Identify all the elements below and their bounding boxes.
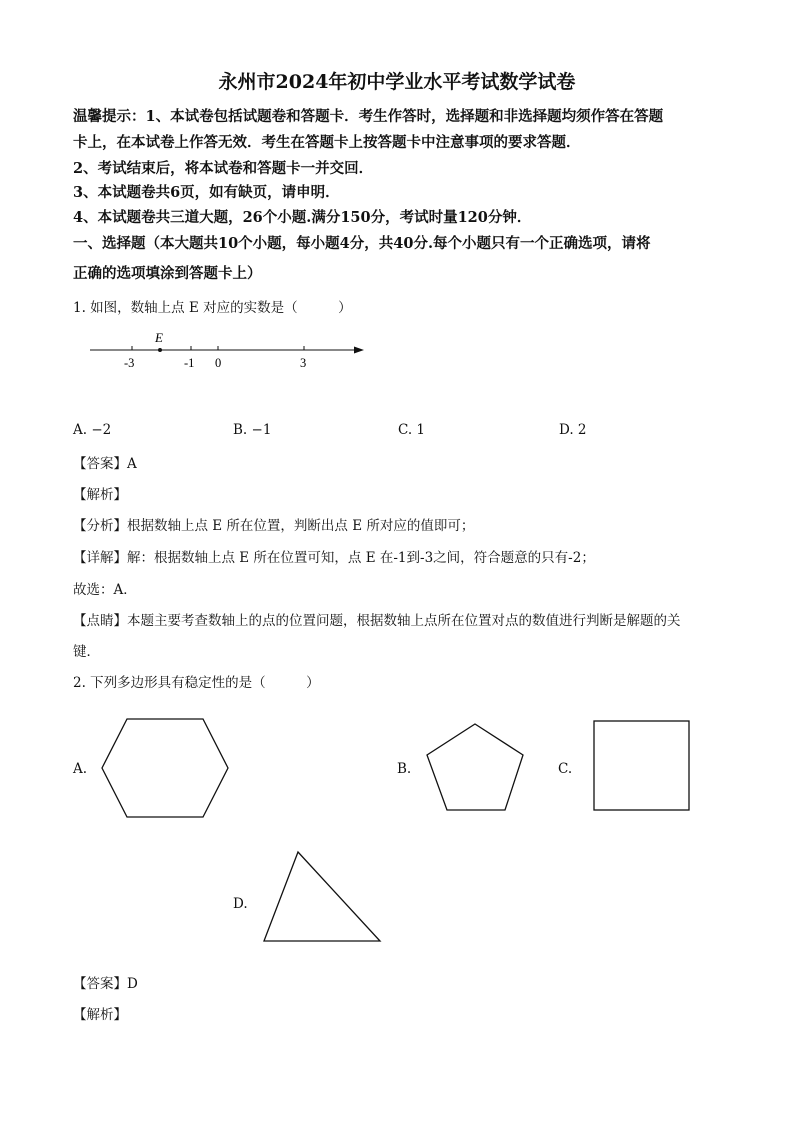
section-heading-line-2: 正确的选项填涂到答题卡上） [73, 265, 262, 282]
q1-option-d: D. 2 [559, 422, 587, 438]
tick-label: 3 [300, 356, 307, 370]
q2-jiexi-heading: 【解析】 [73, 1007, 127, 1023]
q1-option-c: C. 1 [398, 422, 426, 438]
exam-title: 永州市2024年初中学业水平考试数学试卷 [218, 71, 576, 93]
point-e-marker [158, 348, 162, 352]
square-icon [593, 720, 691, 812]
number-line-figure [88, 328, 368, 378]
q1-detail: 【详解】解：根据数轴上点 E 所在位置可知，点 E 在-1到-3之间，符合题意的只有-2； [73, 550, 595, 566]
notice-line-5: 4、本试题卷共三道大题，26个小题.满分150分，考试时量120分钟． [73, 209, 532, 226]
pentagon-icon [425, 722, 527, 814]
question-2-stem: 2. 下列多边形具有稳定性的是（ ） [73, 675, 320, 691]
q1-jiexi-heading: 【解析】 [73, 487, 127, 503]
q1-comment-line-1: 【点睛】本题主要考查数轴上的点的位置问题，根据数轴上点所在位置对点的数值进行判断是解题的关 [73, 613, 681, 629]
notice-line-3: 2、考试结束后，将本试卷和答题卡一并交回． [73, 160, 374, 177]
q2-option-d-label: D. [233, 896, 248, 912]
triangle-icon [262, 850, 382, 944]
point-e-label: E [155, 330, 163, 345]
q1-option-a: A. −2 [73, 422, 112, 438]
tick-label: -1 [184, 356, 195, 370]
tick-label: -3 [124, 356, 135, 370]
section-heading-line-1: 一、选择题（本大题共10个小题，每小题4分，共40分.每个小题只有一个正确选项，请将 [73, 235, 651, 252]
hexagon-icon [100, 718, 230, 820]
q2-answer: 【答案】D [73, 976, 138, 992]
q1-analysis: 【分析】根据数轴上点 E 所在位置，判断出点 E 所对应的值即可； [73, 518, 475, 534]
tick-label: 0 [215, 356, 222, 370]
question-1-stem: 1. 如图，数轴上点 E 对应的实数是（ ） [73, 300, 352, 316]
q1-option-b: B. −1 [233, 422, 272, 438]
q2-option-b-label: B. [397, 761, 412, 777]
notice-line-2: 卡上，在本试卷上作答无效．考生在答题卡上按答题卡中注意事项的要求答题． [73, 134, 581, 151]
notice-line-1: 温馨提示：1、本试卷包括试题卷和答题卡．考生作答时，选择题和非选择题均须作答在答题 [73, 108, 664, 125]
q1-comment-line-2: 键． [73, 644, 100, 660]
q2-option-c-label: C. [558, 761, 573, 777]
q2-option-a-label: A. [73, 761, 88, 777]
q1-answer: 【答案】A [73, 456, 137, 472]
notice-line-4: 3、本试题卷共6页，如有缺页，请申明． [73, 184, 340, 201]
q1-choice: 故选：A． [73, 582, 137, 598]
